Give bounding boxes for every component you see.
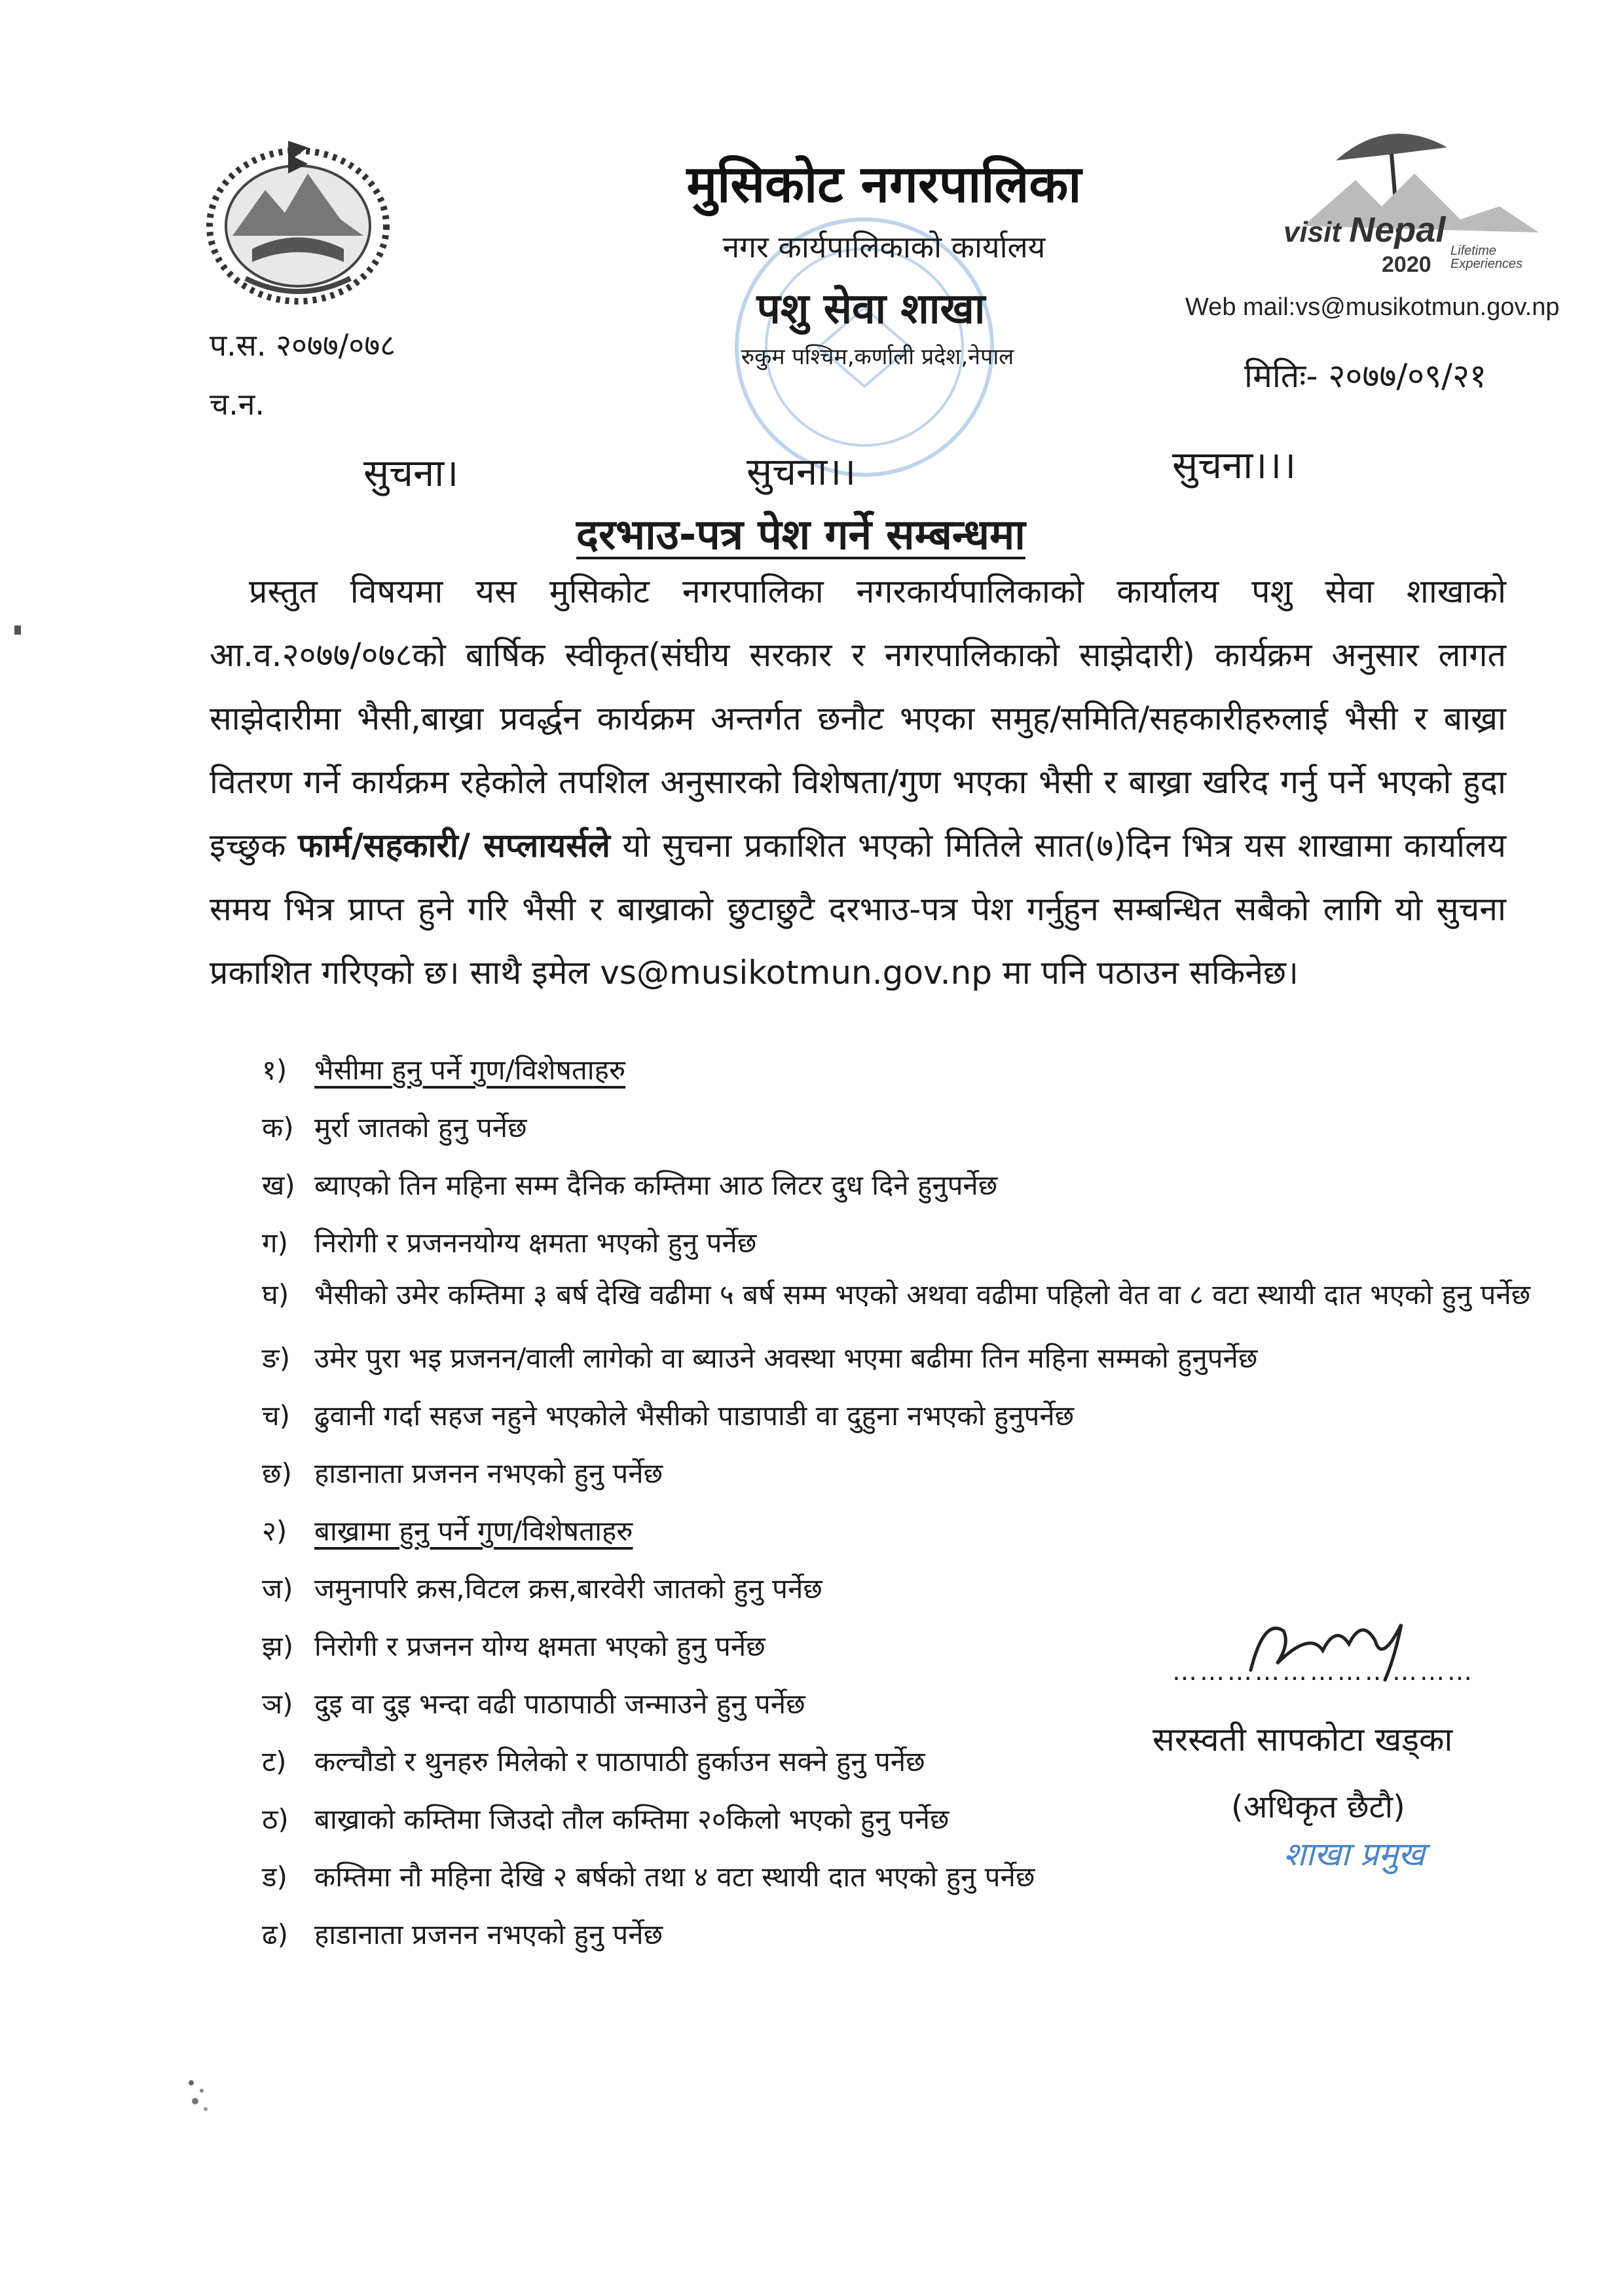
list-text: बाख्राको कम्तिमा जिउदो तौल कम्तिमा २०किलो भएको हुनु पर्नेछ: [314, 1803, 950, 1835]
list-text: जमुनापरि क्रस,विटल क्रस,बारवेरी जातको हुनु पर्नेछ: [314, 1573, 822, 1605]
logo-tagline-2: Experiences: [1450, 257, 1523, 271]
office-address: रुकुम पश्चिम,कर्णाली प्रदेश,नेपाल: [741, 344, 1014, 370]
list-text: बाख्रामा हुनु पर्ने गुण/विशेषताहरु: [314, 1515, 633, 1547]
visit-nepal-logo: [1264, 95, 1552, 285]
list-text: ढुवानी गर्दा सहज नहुने भएकोले भैसीको पाडापाडी वा दुहुना नभएको हुनुपर्नेछ: [314, 1400, 1075, 1432]
list-item: [262, 1445, 1539, 1502]
body-part-1: प्रस्तुत विषयमा यस मुसिकोट नगरपालिका नगरकार्यपालिकाको कार्यालय पशु सेवा शाखाको आ.व.२०७७/०७८को बार्षिक स्वीकृत(संघीय सरकार र नगरपालिकाको साझेदारी) कार्यक्रम अनुसार लागत साझेदारीमा भैसी,बाख्रा प्रवर्द्धन कार्यक्रम अन्तर्गत छनौट भएका समुह/समिति/सहकारीहरुलाई भैसी र बाख्रा वितरण गर्ने कार्यक्रम रहेकोले तपशिल अनुसारको विशेषता/गुण भएका भैसी र बाख्रा खरिद गर्नु पर्ने भएको हुदा इच्छुक: [210, 572, 1506, 865]
list-marker: झ): [262, 1630, 294, 1662]
list-item: [262, 1272, 1539, 1318]
list-text: निरोगी र प्रजनन योग्य क्षमता भएको हुनु पर्नेछ: [314, 1630, 766, 1662]
logo-visit-text: visit: [1283, 216, 1342, 248]
scan-mark: [14, 625, 21, 635]
list-item: [262, 1214, 1539, 1272]
nepal-emblem-icon: [193, 128, 403, 311]
list-text: दुइ वा दुइ भन्दा वढी पाठापाठी जन्माउने हुनु पर्नेछ: [314, 1688, 805, 1720]
list-text: कल्चौडो र थुनहरु मिलेको र पाठापाठी हुर्काउन सक्ने हुनु पर्नेछ: [314, 1745, 925, 1778]
org-name: मुसिकोट नगरपालिका: [686, 155, 1082, 214]
list-text: मुर्रा जातको हुनु पर्नेछ: [314, 1111, 527, 1144]
list-marker: क): [262, 1111, 294, 1144]
dispatch-number: च.न.: [210, 386, 265, 422]
list-text: भैसीमा हुनु पर्ने गुण/विशेषताहरु: [314, 1054, 626, 1086]
list-item: [262, 1041, 1539, 1099]
web-mail: Web mail:vs@musikotmun.gov.np: [1185, 293, 1560, 321]
list-item: [262, 1330, 1539, 1387]
list-marker: ढ): [262, 1918, 289, 1950]
list-marker: १): [262, 1054, 287, 1086]
list-marker: च): [262, 1400, 291, 1432]
list-marker: २): [262, 1515, 287, 1547]
list-text: हाडानाता प्रजनन नभएको हुनु पर्नेछ: [314, 1457, 663, 1489]
list-marker: ज): [262, 1573, 293, 1605]
list-marker: ड): [262, 1861, 287, 1893]
notice-body: [210, 560, 1506, 1005]
letter-date: मितिः- २०७७/०९/२१: [1244, 357, 1487, 395]
logo-tagline-1: Lifetime: [1450, 244, 1497, 258]
list-item: [262, 1099, 1539, 1157]
notice-heading-2: सुचना।।: [747, 449, 857, 494]
list-marker: ख): [262, 1169, 295, 1201]
list-marker: ञ): [262, 1688, 293, 1720]
branch-head-stamp: शाखा प्रमुख: [1283, 1835, 1425, 1873]
list-text: हाडानाता प्रजनन नभएको हुनु पर्नेछ: [314, 1918, 663, 1950]
list-item: [262, 1387, 1539, 1445]
list-marker: छ): [262, 1457, 292, 1489]
list-text: उमेर पुरा भइ प्रजनन/वाली लागेको वा ब्याउने अवस्था भएमा बढीमा तिन महिना सम्मको हुनुपर्नेछ: [314, 1342, 1258, 1374]
logo-year-text: 2020: [1382, 252, 1431, 277]
list-item: [262, 1157, 1539, 1214]
notice-heading-3: सुचना।।।: [1172, 443, 1297, 487]
list-marker: ग): [262, 1227, 289, 1259]
body-part-2: यो सुचना प्रकाशित भएको मितिले सात(७)दिन भित्र यस शाखामा कार्यालय समय भित्र प्राप्त हुने गरि भैसी र बाख्राको छुटाछुटै दरभाउ-पत्र पेश गर्नुहुन सम्बन्धित सबैको लागि यो सुचना प्रकाशित गरिएको छ। साथै इमेल vs@musikotmun.gov.np मा पनि पठाउन सकिनेछ।: [210, 827, 1506, 992]
list-marker: ङ): [262, 1342, 291, 1374]
list-marker: घ): [262, 1278, 289, 1311]
list-text: भैसीको उमेर कम्तिमा ३ बर्ष देखि वढीमा ५ बर्ष सम्म भएको अथवा वढीमा पहिलो वेत वा ८ वटा स्थायी दात भएको हुनु पर्नेछ: [314, 1278, 1531, 1311]
list-text: कम्तिमा नौ महिना देखि २ बर्षको तथा ४ वटा स्थायी दात भएको हुनु पर्नेछ: [314, 1861, 1035, 1893]
signature-line: ……………………………: [1172, 1657, 1475, 1686]
list-text: ब्याएको तिन महिना सम्म दैनिक कम्तिमा आठ लिटर दुध दिने हुनुपर्नेछ: [314, 1169, 998, 1201]
reference-number: प.स. २०७७/०७८: [210, 327, 396, 363]
list-text: निरोगी र प्रजननयोग्य क्षमता भएको हुनु पर्नेछ: [314, 1227, 757, 1259]
signatory-post: (अधिकृत छैटौ): [1231, 1789, 1405, 1825]
signatory-name: सरस्वती सापकोटा खड्का: [1153, 1721, 1453, 1759]
office-name: नगर कार्यपालिकाको कार्यालय: [722, 229, 1046, 265]
subject-line: दरभाउ-पत्र पेश गर्ने सम्बन्धमा: [576, 511, 1025, 559]
list-marker: ट): [262, 1745, 287, 1778]
logo-nepal-text: Nepal: [1349, 210, 1446, 250]
body-bold: फार्म/सहकारी/ सप्लायर्सले: [298, 827, 610, 865]
branch-name: पशु सेवा शाखा: [756, 285, 986, 333]
notice-heading-1: सुचना।: [363, 451, 459, 495]
scan-speckle: [183, 2076, 216, 2116]
list-marker: ठ): [262, 1803, 289, 1835]
list-item: [262, 1502, 1539, 1560]
list-item: [262, 1906, 1539, 1964]
